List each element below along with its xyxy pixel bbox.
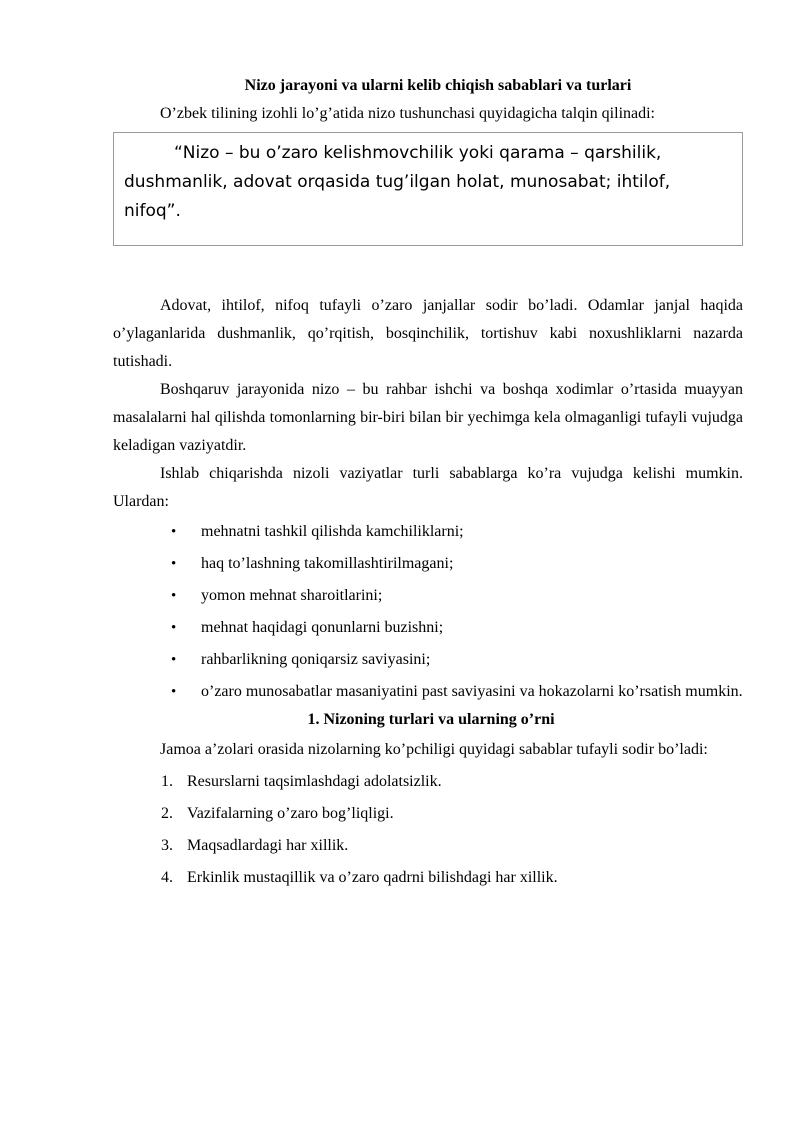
list-number: 4. — [161, 869, 173, 886]
list-item-text: Vazifalarning o’zaro bog’liqligi. — [187, 805, 394, 822]
section-heading: 1. Nizoning turlari va ularning o’rni — [307, 711, 555, 728]
bullet-icon: • — [171, 684, 177, 700]
document-page — [113, 72, 743, 896]
bullet-icon: • — [171, 524, 177, 540]
list-item — [113, 582, 743, 610]
paragraph-jamoa: Jamoa a’zolari orasida nizolarning ko’pchiligi quyidagi sabablar tufayli sodir bo’ladi: — [160, 741, 708, 758]
list-item-text: Resurslarni taqsimlashdagi adolatsizlik. — [187, 773, 442, 790]
bullet-icon: • — [171, 556, 177, 572]
list-number: 1. — [161, 773, 173, 790]
list-item — [113, 768, 743, 796]
list-item-text: rahbarlikning qoniqarsiz saviyasini; — [201, 651, 431, 668]
list-item-text: o’zaro munosabatlar masaniyatini past saviyasini va hokazolarni ko’rsatish mumkin. — [201, 683, 743, 700]
list-item-text: Maqsadlardagi har xillik. — [187, 837, 349, 854]
list-item — [113, 800, 743, 828]
list-item-text: Erkinlik mustaqillik va o’zaro qadrni bilishdagi har xillik. — [187, 869, 558, 886]
document-title: Nizo jarayoni va ularni kelib chiqish sabablari va turlari — [244, 77, 632, 94]
list-item — [113, 678, 743, 706]
list-item — [113, 550, 743, 578]
bullet-icon: • — [171, 588, 177, 604]
paragraph-adovat: Adovat, ihtilof, nifoq tufayli o’zaro janjallar sodir bo’ladi. Odamlar janjal haqida o’ylaganlarida dushmanlik, qo’rqitish, bosqinchilik, tortishuv kabi noxushliklarni nazarda tutishadi. — [113, 297, 743, 370]
definition-quote-box: “Nizo – bu o’zaro kelishmovchilik yoki qarama – qarshilik, dushmanlik, adovat orqasida tug’ilgan holat, munosabat; ihtilof, nifoq”. — [113, 132, 743, 246]
list-item — [113, 646, 743, 674]
causes-bullet-list — [113, 518, 743, 706]
intro-paragraph: O’zbek tilining izohli lo’g’atida nizo tushunchasi quyidagicha talqin qilinadi: — [160, 105, 655, 122]
list-item — [113, 518, 743, 546]
list-item-text: yomon mehnat sharoitlarini; — [201, 587, 383, 604]
list-number: 2. — [161, 805, 173, 822]
list-item-text: haq to’lashning takomillashtirilmagani; — [201, 555, 454, 572]
list-item-text: mehnat haqidagi qonunlarni buzishni; — [201, 619, 444, 636]
reasons-numbered-list — [113, 768, 743, 892]
paragraph-boshqaruv: Boshqaruv jarayonida nizo – bu rahbar ishchi va boshqa xodimlar o’rtasida muayyan masalalarni hal qilishda tomonlarning bir-biri bilan bir yechimga kela olmaganligi tufayli vujudga keladigan vaziyatdir. — [113, 381, 743, 454]
paragraph-ishlab-chiqarish: Ishlab chiqarishda nizoli vaziyatlar turli sabablarga ko’ra vujudga kelishi mumkin. Ulardan: — [113, 465, 743, 510]
bullet-icon: • — [171, 620, 177, 636]
bullet-icon: • — [171, 652, 177, 668]
list-item — [113, 832, 743, 860]
list-number: 3. — [161, 837, 173, 854]
list-item-text: mehnatni tashkil qilishda kamchiliklarni; — [201, 523, 464, 540]
list-item — [113, 864, 743, 892]
list-item — [113, 614, 743, 642]
